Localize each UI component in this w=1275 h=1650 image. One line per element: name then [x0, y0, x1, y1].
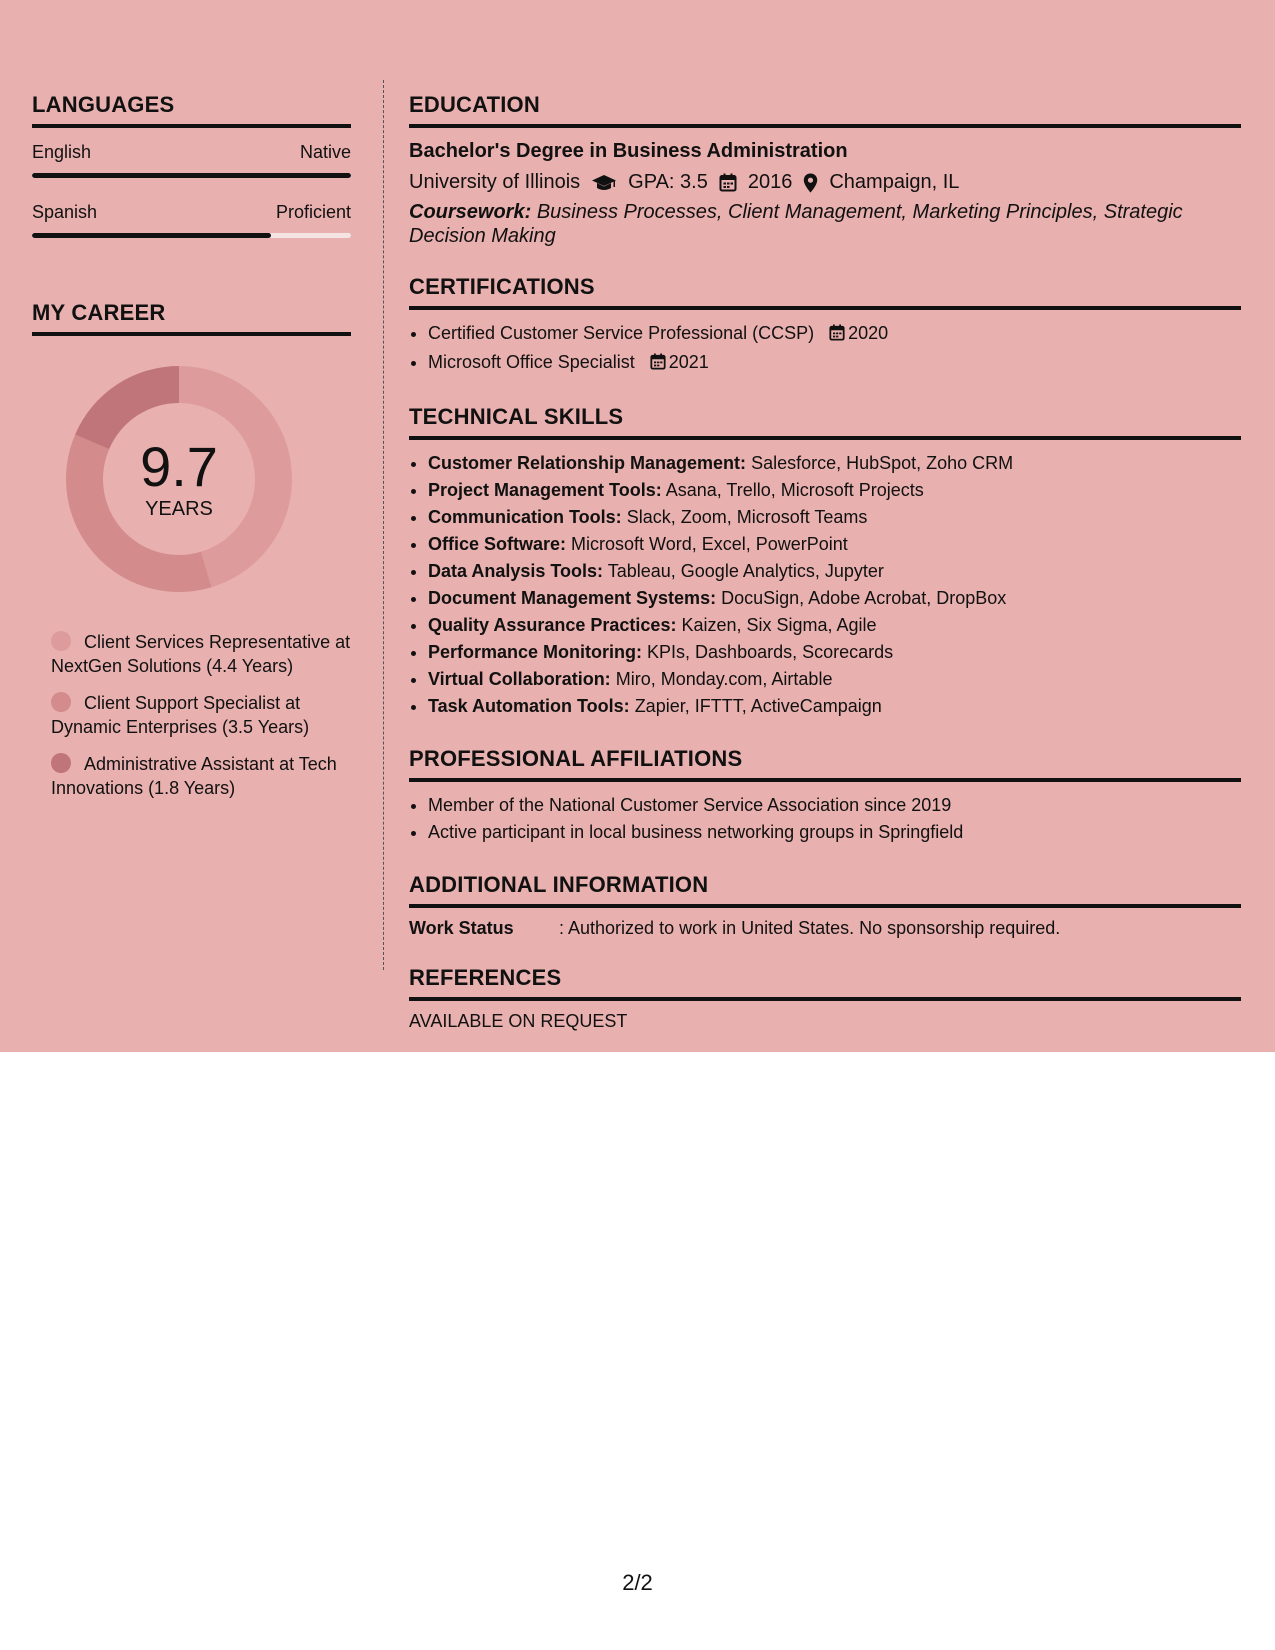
legend-dot [51, 631, 71, 651]
legend-label: Client Services Representative at NextGen Solutions (4.4 Years) [51, 632, 351, 676]
skill-values: Zapier, IFTTT, ActiveCampaign [634, 696, 882, 716]
skill-category: Office Software: [428, 534, 567, 554]
certification-name: Certified Customer Service Professional (CCSP) [428, 323, 815, 343]
language-level-bar [32, 173, 351, 178]
education-location: Champaign, IL [829, 171, 960, 193]
calendar-icon [829, 322, 845, 349]
references-section [409, 965, 1241, 1032]
education-details [409, 171, 1241, 194]
education-coursework [409, 200, 1241, 248]
skill-values: DocuSign, Adobe Acrobat, DropBox [721, 588, 1007, 608]
career-title: MY CAREER [32, 300, 351, 336]
skill-item [428, 612, 1241, 639]
skill-values: Slack, Zoom, Microsoft Teams [626, 507, 868, 527]
skill-values: Kaizen, Six Sigma, Agile [681, 615, 877, 635]
skill-category: Document Management Systems: [428, 588, 717, 608]
references-text: AVAILABLE ON REQUEST [409, 1011, 628, 1031]
legend-item [51, 691, 351, 739]
legend-item [51, 630, 351, 678]
coursework-list: Business Processes, Client Management, Marketing Principles, Strategic Decision Making [409, 201, 1183, 247]
language-level-fill [32, 233, 271, 238]
language-level: Proficient [275, 202, 351, 222]
skill-item [428, 558, 1241, 585]
coursework-label: Coursework: [409, 201, 532, 223]
legend-item [51, 752, 351, 800]
language-item [32, 202, 351, 238]
languages-title: LANGUAGES [32, 92, 351, 128]
language-level: Native [299, 142, 351, 162]
certification-name: Microsoft Office Specialist [428, 352, 635, 372]
career-section [32, 300, 351, 800]
additional-info-section [409, 872, 1241, 939]
certification-year: 2021 [668, 352, 709, 372]
language-item [32, 142, 351, 178]
languages-section [32, 92, 351, 238]
education-section [409, 92, 1241, 248]
skill-category: Performance Monitoring: [428, 642, 643, 662]
certification-year: 2020 [848, 323, 889, 343]
additional-info-title: ADDITIONAL INFORMATION [409, 872, 1241, 908]
legend-label: Client Support Specialist at Dynamic Enterprises (3.5 Years) [51, 693, 310, 737]
certifications-section [409, 274, 1241, 378]
skill-item [428, 531, 1241, 558]
skill-category: Data Analysis Tools: [428, 561, 604, 581]
technical-skills-title: TECHNICAL SKILLS [409, 404, 1241, 440]
graduation-cap-icon [591, 174, 617, 192]
skill-values: Tableau, Google Analytics, Jupyter [607, 561, 884, 581]
map-pin-icon [803, 173, 818, 193]
calendar-icon [719, 173, 737, 192]
technical-skills-section [409, 404, 1241, 720]
affiliation-item: • Member of the National Customer Service Association since 2019 [428, 792, 1241, 819]
career-total-unit: YEARS [145, 497, 213, 520]
affiliation-item: • Active participant in local business networking groups in Springfield [428, 819, 1241, 846]
skill-item [428, 585, 1241, 612]
calendar-icon [650, 351, 666, 378]
career-donut-chart [64, 364, 294, 594]
education-title: EDUCATION [409, 92, 1241, 128]
legend-dot [51, 753, 71, 773]
language-name: Spanish [32, 202, 98, 222]
language-name: English [32, 142, 92, 162]
skill-category: Virtual Collaboration: [428, 669, 611, 689]
skill-values: Miro, Monday.com, Airtable [615, 669, 833, 689]
skill-item [428, 504, 1241, 531]
skill-values: Salesforce, HubSpot, Zoho CRM [751, 453, 1014, 473]
right-column [409, 92, 1241, 1032]
skill-category: Communication Tools: [428, 507, 622, 527]
education-gpa: GPA: 3.5 [628, 171, 708, 193]
skill-item [428, 639, 1241, 666]
education-school: University of Illinois [409, 171, 581, 193]
language-level-fill [32, 173, 351, 178]
certification-item [428, 320, 1241, 349]
work-status-row [409, 918, 1241, 939]
affiliations-section [409, 746, 1241, 846]
certification-item [428, 349, 1241, 378]
page-number: 2/2 [622, 1570, 653, 1595]
affiliations-title: PROFESSIONAL AFFILIATIONS [409, 746, 1241, 782]
skill-item [428, 450, 1241, 477]
language-level-bar [32, 233, 351, 238]
skill-category: Project Management Tools: [428, 480, 662, 500]
column-divider [383, 80, 384, 970]
education-degree: Bachelor's Degree in Business Administration [409, 140, 848, 162]
left-column [32, 92, 351, 813]
certifications-title: CERTIFICATIONS [409, 274, 1241, 310]
legend-dot [51, 692, 71, 712]
skill-item [428, 666, 1241, 693]
skill-item [428, 477, 1241, 504]
legend-label: Administrative Assistant at Tech Innovations (1.8 Years) [51, 754, 337, 798]
work-status-value: : Authorized to work in United States. No sponsorship required. [559, 918, 1061, 938]
skill-values: Microsoft Word, Excel, PowerPoint [571, 534, 848, 554]
education-year: 2016 [747, 171, 793, 193]
skill-category: Task Automation Tools: [428, 696, 630, 716]
work-status-label: Work Status [409, 918, 514, 938]
skill-category: Customer Relationship Management: [428, 453, 747, 473]
skill-values: KPIs, Dashboards, Scorecards [647, 642, 894, 662]
career-total-years: 9.7 [140, 434, 218, 498]
skill-category: Quality Assurance Practices: [428, 615, 677, 635]
skill-item [428, 693, 1241, 720]
career-legend [51, 630, 351, 800]
references-title: REFERENCES [409, 965, 1241, 1001]
skill-values: Asana, Trello, Microsoft Projects [665, 480, 924, 500]
